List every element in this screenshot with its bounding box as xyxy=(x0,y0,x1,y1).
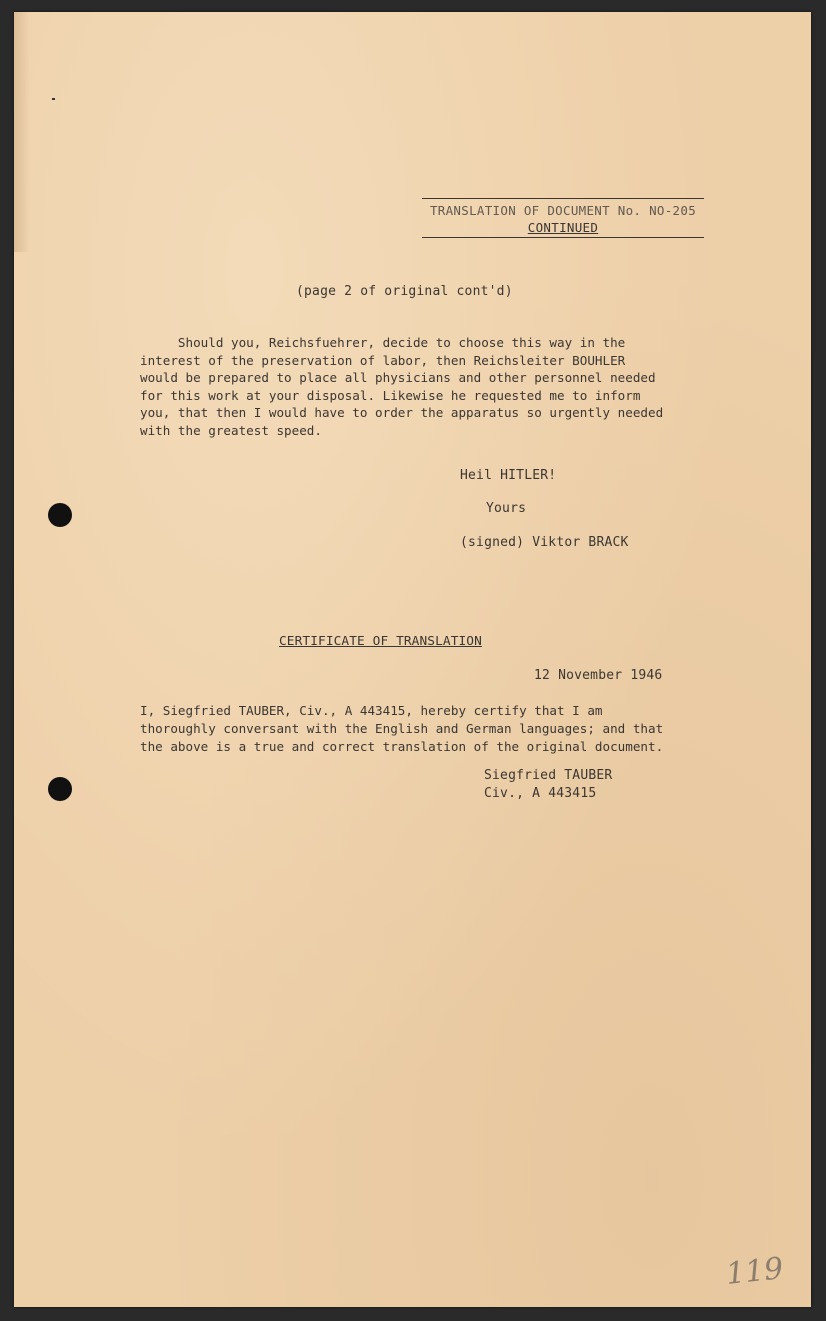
document-page xyxy=(14,12,811,1307)
body-line: interest of the preservation of labor, then Reichsleiter BOUHLER xyxy=(140,352,626,368)
body-line: you, that then I would have to order the apparatus so urgently needed xyxy=(140,405,664,420)
body-paragraph xyxy=(140,334,720,439)
closing-yours: Yours xyxy=(486,501,527,516)
document-header xyxy=(422,198,704,238)
certificate-body xyxy=(140,702,730,756)
paper-speck xyxy=(52,98,55,100)
certificate-line: thoroughly conversant with the English and German languages; and that xyxy=(140,721,664,736)
page-number: 119 xyxy=(724,1251,785,1292)
closing-signature: (signed) Viktor BRACK xyxy=(460,535,629,550)
body-line: for this work at your disposal. Likewise he requested me to inform xyxy=(140,387,641,403)
certificate-line: the above is a true and correct translation of the original document. xyxy=(140,739,664,754)
closing-salute: Heil HITLER! xyxy=(460,468,557,483)
certificate-title: CERTIFICATE OF TRANSLATION xyxy=(279,634,482,649)
signer-name: Siegfried TAUBER xyxy=(484,768,613,783)
punch-hole-lower xyxy=(48,777,72,801)
body-line: would be prepared to place all physicians and other personnel needed xyxy=(140,370,656,385)
certificate-line: I, Siegfried TAUBER, Civ., A 443415, hereby certify that I am xyxy=(140,703,603,718)
punch-hole-upper xyxy=(48,503,72,527)
header-bottom-rule xyxy=(422,237,704,238)
header-top-rule xyxy=(422,198,704,199)
signer-id: Civ., A 443415 xyxy=(484,786,597,801)
header-title: TRANSLATION OF DOCUMENT No. NO-205 xyxy=(429,203,697,218)
header-subtitle: CONTINUED xyxy=(527,220,599,235)
page-note: (page 2 of original cont'd) xyxy=(296,284,513,299)
certificate-date: 12 November 1946 xyxy=(534,668,663,683)
body-line: Should you, Reichsfuehrer, decide to choose this way in the xyxy=(140,335,626,350)
body-line: with the greatest speed. xyxy=(140,422,322,438)
